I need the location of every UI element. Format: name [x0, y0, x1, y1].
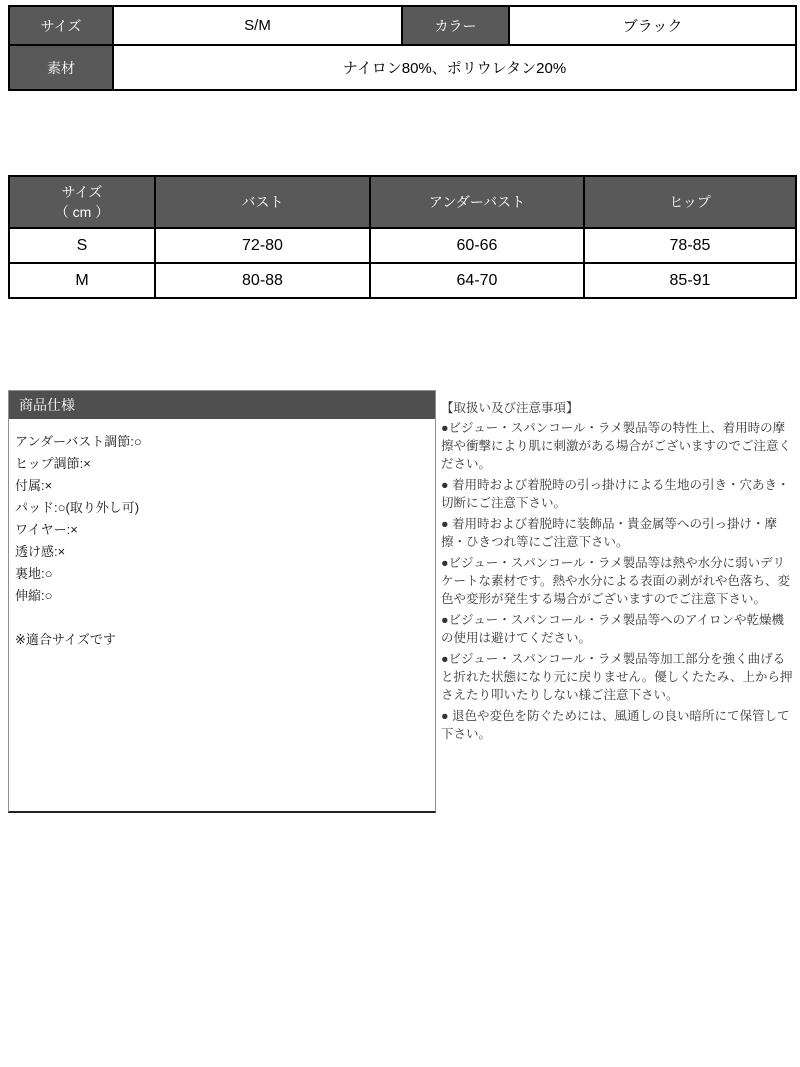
care-note: ●ビジュー・スパンコール・ラメ製品等加工部分を強く曲げると折れた状態になり元に戻りません。優しくたたみ、上から押さえたり叩いたりしない様ご注意下さい。 — [441, 652, 793, 702]
size-chart-cell: 72-80 — [155, 228, 370, 263]
care-notes-section — [441, 399, 796, 746]
color-label-cell: カラー — [402, 6, 509, 45]
size-chart-cell: 85-91 — [584, 263, 796, 298]
spec-item-stretch: 伸縮:○ — [15, 588, 53, 603]
spec-item-wire: ワイヤー:× — [15, 522, 78, 537]
material-label-cell: 素材 — [9, 45, 113, 90]
info-table-row-size-color — [9, 6, 796, 45]
size-value-cell: S/M — [113, 6, 402, 45]
care-note: ● 着用時および着脱時の引っ掛けによる生地の引き・穴あき・切断にご注意下さい。 — [441, 478, 790, 510]
care-note: ●ビジュー・スパンコール・ラメ製品等へのアイロンや乾燥機の使用は避けてください。 — [441, 613, 785, 645]
size-chart-header-underbust: アンダーバスト — [370, 176, 584, 228]
color-value-cell: ブラック — [509, 6, 796, 45]
size-chart-header-size-line2: （ cm ） — [54, 204, 110, 220]
care-note: ●ビジュー・スパンコール・ラメ製品等の特性上、着用時の摩擦や衝撃により肌に刺激がある場合がございますのでご注意ください。 — [441, 421, 792, 471]
product-spec-title: 商品仕様 — [9, 391, 435, 419]
size-chart-cell: 78-85 — [584, 228, 796, 263]
care-note: ●ビジュー・スパンコール・ラメ製品等は熱や水分に弱いデリケートな素材です。熱や水分による表面の剥がれや色落ち、変色や変形が発生する場合がございますのでご注意下さい。 — [441, 556, 791, 606]
size-chart-cell: 64-70 — [370, 263, 584, 298]
size-chart-header-hip: ヒップ — [584, 176, 796, 228]
spec-item-accessories: 付属:× — [15, 478, 53, 493]
product-spec-box — [8, 390, 436, 813]
size-chart-row-m — [9, 263, 796, 298]
size-label-cell: サイズ — [9, 6, 113, 45]
size-chart-cell: M — [9, 263, 155, 298]
care-note: ● 退色や変色を防ぐためには、風通しの良い暗所にて保管して下さい。 — [441, 709, 790, 741]
spec-item-lining: 裏地:○ — [15, 566, 53, 581]
info-table-row-material — [9, 45, 796, 90]
size-chart-cell: 80-88 — [155, 263, 370, 298]
spec-fit-size-note: ※適合サイズです — [15, 632, 116, 647]
material-value-cell: ナイロン80%、ポリウレタン20% — [113, 45, 796, 90]
size-chart-header-size — [9, 176, 155, 228]
care-note: ● 着用時および着脱時に装飾品・貴金属等への引っ掛け・摩擦・ひきつれ等にご注意下さい。 — [441, 517, 778, 549]
spec-item-sheerness: 透け感:× — [15, 544, 66, 559]
spec-item-hip-adjust: ヒップ調節:× — [15, 456, 91, 471]
product-info-table — [8, 5, 797, 91]
care-notes-title: 【取扱い及び注意事項】 — [441, 401, 579, 415]
size-chart-cell: S — [9, 228, 155, 263]
size-chart-header-row — [9, 176, 796, 228]
size-chart-row-s — [9, 228, 796, 263]
spec-item-pad: パッド:○(取り外し可) — [15, 500, 140, 515]
spec-item-underbust-adjust: アンダーバスト調節:○ — [15, 434, 142, 449]
size-chart-cell: 60-66 — [370, 228, 584, 263]
size-chart-header-size-line1: サイズ — [61, 184, 103, 200]
product-spec-list — [9, 419, 435, 651]
size-chart-table — [8, 175, 797, 299]
size-chart-header-bust: バスト — [155, 176, 370, 228]
